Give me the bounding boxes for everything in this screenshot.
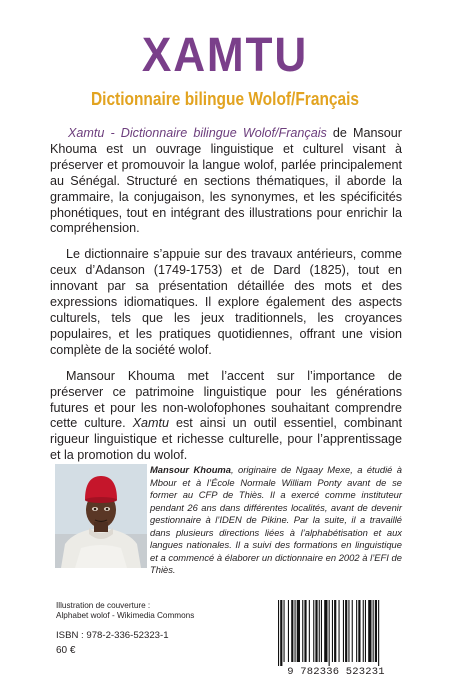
blurb-paragraph-3-text-b: est ainsi un outil essentiel, combinant rigueur linguistique et richesse culturelle, pour l’apprentissage et la promotion du wolof. <box>50 416 402 463</box>
blurb-paragraph-3-title: Xamtu <box>132 416 169 431</box>
barcode-bar <box>324 600 327 662</box>
blurb-paragraph-1 <box>50 126 402 237</box>
barcode-bar <box>280 600 282 666</box>
barcode-bar <box>291 600 293 662</box>
author-bio <box>150 464 402 577</box>
barcode-bar <box>278 600 279 666</box>
blurb-paragraph-1-text: de Mansour Khouma est un ouvrage linguistique et culturel visant à préserver et promouvoir la langue wolof, parlée principalement au Sénégal. Structuré en sections thématiques, il aborde la grammaire, la conjugaison, les synonymes, et les spécificités phonétiques, tout en intégrant des illustrations pour enrichir la compréhension. <box>50 126 402 236</box>
barcode-bar <box>363 600 364 662</box>
barcode-bar <box>297 600 300 662</box>
barcode-bar <box>288 600 289 662</box>
barcode-bar <box>343 600 344 662</box>
barcode-bar <box>365 600 366 662</box>
barcode-bar <box>348 600 349 662</box>
barcode-bar <box>358 600 360 662</box>
barcode-bar <box>315 600 317 662</box>
back-cover-blurb <box>50 126 402 474</box>
barcode-bar <box>332 600 333 662</box>
author-portrait-illustration <box>55 464 147 568</box>
isbn: ISBN : 978-2-336-52323-1 <box>56 630 169 641</box>
author-bio-text: , originaire de Ngaay Mexe, a étudié à Mbour et à l’École Normale William Ponty avant de se former au CFP de Thiès. Il a exercé comme instituteur pendant 26 ans dans différentes localités, avant de devenir gestionnaire à l’IDEN de Pikine. Par la suite, il a travaillé dans plusieurs directions liées à l’alphabétisation et aux langues nationales. Il a suivi des formations en linguistique et a commencé à élaborer un dictionnaire en 2002 à l’EFI de Thiès. <box>150 464 403 575</box>
cover-credit-line-1: Illustration de couverture : <box>56 601 151 610</box>
barcode-bar <box>378 600 379 666</box>
barcode-bar <box>295 600 296 662</box>
author-name: Mansour Khouma <box>150 464 231 475</box>
barcode-bar <box>339 600 340 662</box>
barcode <box>270 596 402 680</box>
barcode-bar <box>368 600 371 662</box>
barcode-bar <box>356 600 357 662</box>
barcode-bar <box>334 600 336 662</box>
barcode-bar <box>304 600 306 662</box>
barcode-bar <box>375 600 377 662</box>
blurb-paragraph-3 <box>50 369 402 464</box>
barcode-bar <box>345 600 347 662</box>
cover-credit-line-2: Alphabet wolof - Wikimedia Commons <box>56 611 195 620</box>
cover-credit <box>56 601 256 621</box>
barcode-bars <box>270 596 402 666</box>
barcode-bar <box>302 600 303 662</box>
barcode-digits: 9 782336 523231 <box>287 666 385 678</box>
blurb-paragraph-3-text-a: Mansour Khouma met l’accent sur l’importance de préserver ce patrimoine linguistique pour les générations futures et pour les non-wolofophones souhaitant comprendre cette culture. <box>50 368 402 431</box>
book-subtitle: Dictionnaire bilingue Wolof/Français <box>90 89 360 109</box>
barcode-bar <box>321 600 322 662</box>
blurb-paragraph-2: Le dictionnaire s’appuie sur des travaux antérieurs, comme ceux d’Adanson (1749-1753) et de Dard (1825), tout en innovant par sa présentation détaillée des mots et des expressions idiomatiques. Il explore également des aspects culturels, tels que les jeux traditionnels, les croyances populaires, et les pratiques quotidiennes, offrant une vision complète de la société wolof. <box>50 247 402 357</box>
barcode-bar <box>373 600 374 662</box>
barcode-bar <box>319 600 320 662</box>
barcode-bar <box>284 600 285 662</box>
barcode-bar <box>309 600 310 662</box>
author-photo <box>55 464 147 568</box>
barcode-bar <box>352 600 353 662</box>
barcode-bar <box>329 600 330 666</box>
price: 60 € <box>56 645 76 656</box>
barcode-bar <box>313 600 314 662</box>
book-title: XAMTU <box>141 29 309 82</box>
blurb-book-title: Xamtu - Dictionnaire bilingue Wolof/Français <box>68 126 327 140</box>
